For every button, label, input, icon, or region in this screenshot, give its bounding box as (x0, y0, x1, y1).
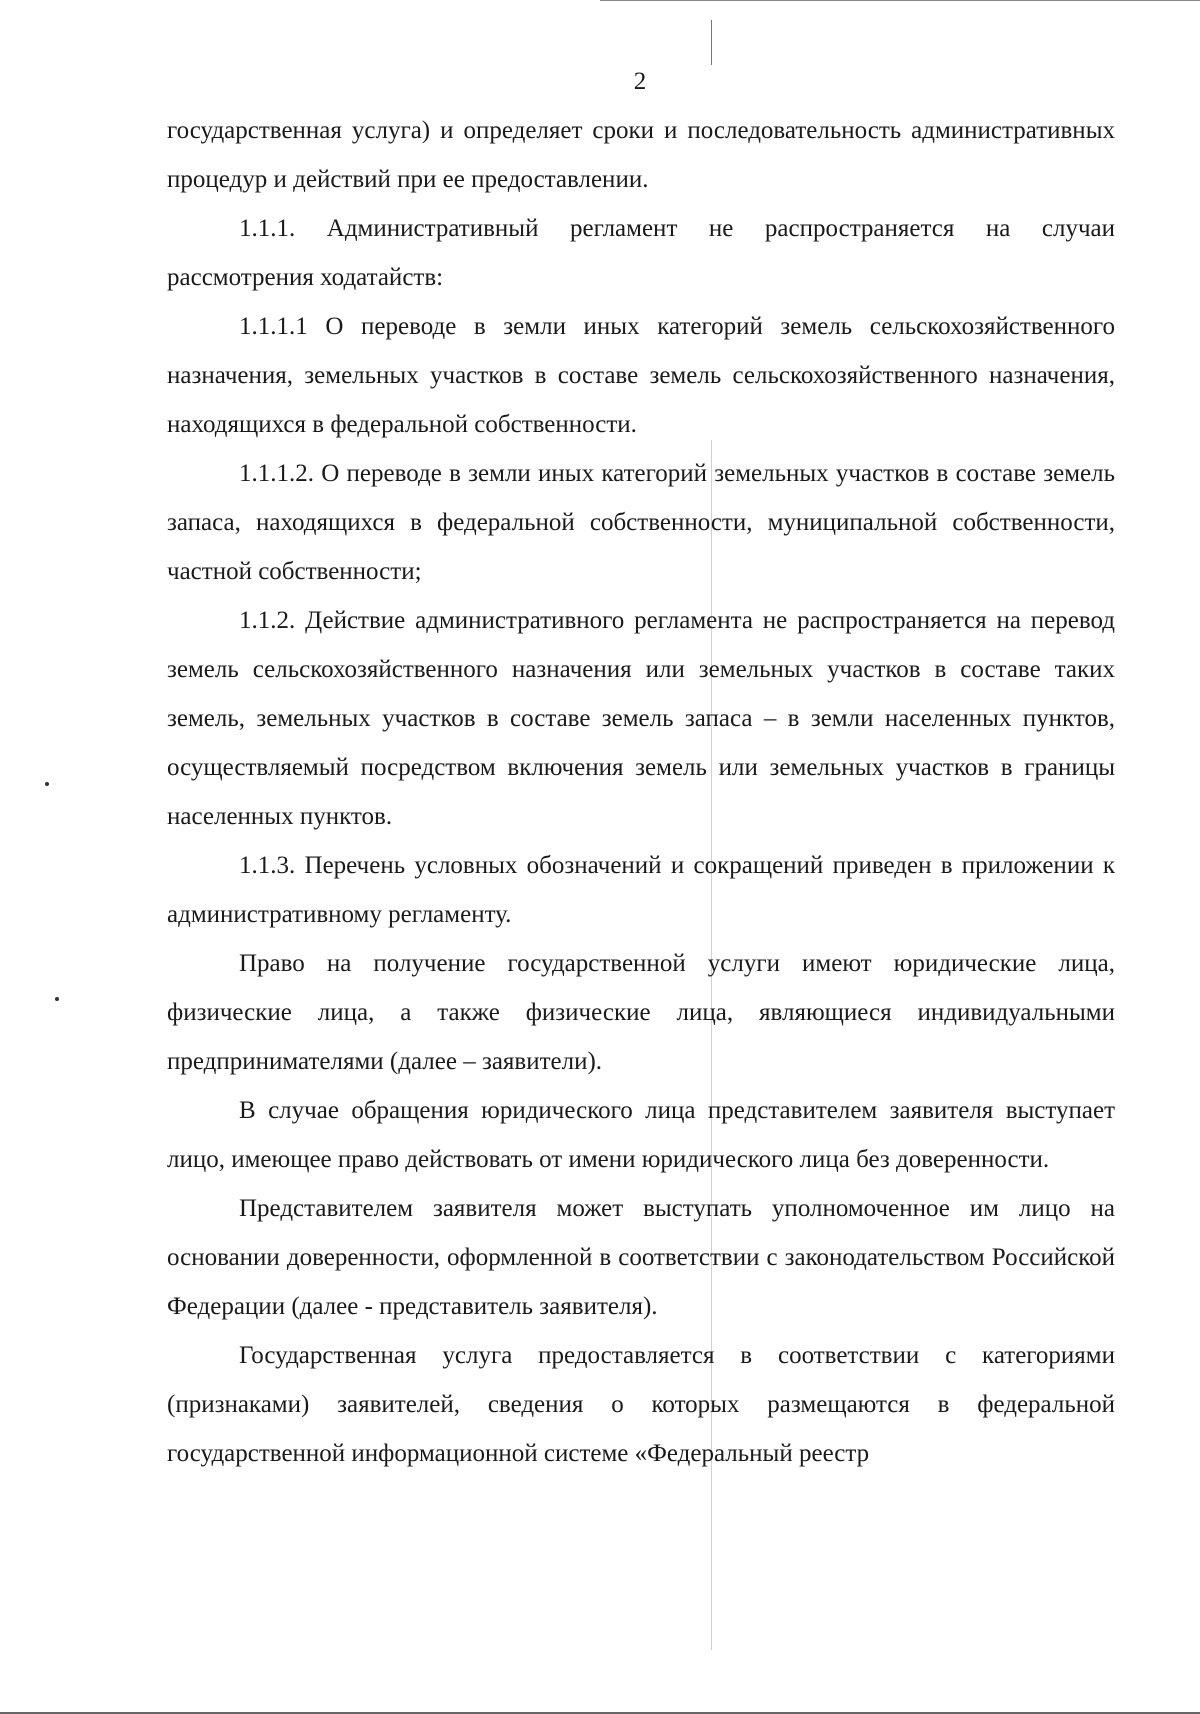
paragraph-representative: Представителем заявителя может выступать уполномоченное им лицо на основании доверенности, оформленной в соответствии с законодательством Российской Федерации (далее - представитель заявителя). (167, 1195, 1115, 1320)
paragraph-categories: Государственная услуга предоставляется в соответствии с категориями (признаками) заявителей, сведения о которых размещаются в федеральной государственной информационной системе «Федеральный реестр (167, 1342, 1115, 1467)
paragraph-1-1-1: 1.1.1. Административный регламент не распространяется на случаи рассмотрения ходатайств: (167, 215, 1115, 291)
scan-speck (45, 782, 49, 786)
scan-speck (55, 997, 59, 1001)
scan-fold-line (711, 20, 712, 65)
document-body (167, 106, 1115, 1478)
paragraph-1-1-1-2: 1.1.1.2. О переводе в земли иных категорий земельных участков в составе земель запаса, находящихся в федеральной собственности, муниципальной собственности, частной собственности; (167, 460, 1115, 585)
paragraph-legal-entity: В случае обращения юридического лица представителем заявителя выступает лицо, имеющее право действовать от имени юридического лица без доверенности. (167, 1097, 1115, 1173)
scan-edge-top (600, 0, 1200, 1)
paragraph-applicants: Право на получение государственной услуги имеют юридические лица, физические лица, а также физические лица, являющиеся индивидуальными предпринимателями (далее – заявители). (167, 950, 1115, 1075)
page-number: 2 (633, 68, 647, 95)
paragraph-1-1-3: 1.1.3. Перечень условных обозначений и сокращений приведен в приложении к административному регламенту. (167, 852, 1115, 928)
paragraph-1-1-2: 1.1.2. Действие административного регламента не распространяется на перевод земель сельскохозяйственного назначения или земельных участков в составе таких земель, земельных участков в составе земель запаса – в земли населенных пунктов, осуществляемый посредством включения земель или земельных участков в границы населенных пунктов. (167, 607, 1115, 830)
paragraph-1-1-1-1: 1.1.1.1 О переводе в земли иных категорий земель сельскохозяйственного назначения, земельных участков в составе земель сельскохозяйственного назначения, находящихся в федеральной собственности. (167, 313, 1115, 438)
paragraph-continuation: государственная услуга) и определяет сроки и последовательность административных процедур и действий при ее предоставлении. (167, 117, 1115, 193)
